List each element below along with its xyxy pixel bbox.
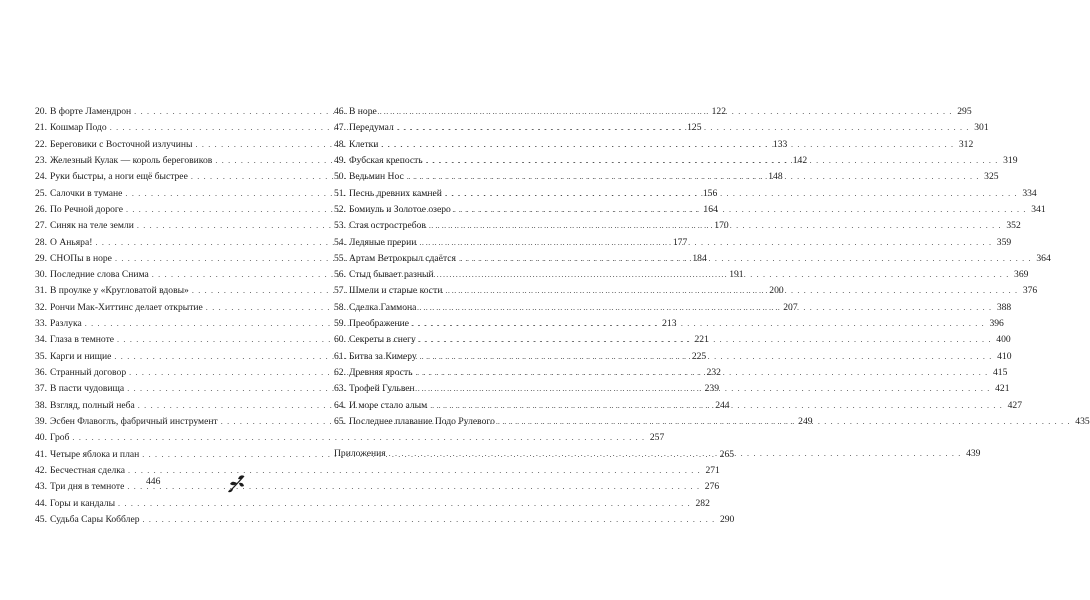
leader-dots [418, 381, 991, 397]
toc-entry-page: 213 [662, 318, 677, 330]
toc-entry-number: 25. [35, 187, 47, 199]
toc-entry-page: 239 [704, 383, 719, 395]
toc-entry-number: 29. [35, 252, 47, 264]
toc-entry-number: 42. [35, 464, 47, 476]
toc-entry-title: Сделка Гаммона [349, 301, 417, 313]
toc-entry-title: Ледяные прерии [349, 236, 417, 248]
toc-entry-page: 200 [769, 285, 784, 297]
toc-entry-page: 396 [989, 318, 1004, 330]
toc-entry-page: 427 [1007, 399, 1023, 411]
toc-entry-title: Разлука [50, 318, 82, 330]
toc-entry-title: Руки быстры, а ноги ещё быстрее [50, 171, 188, 183]
toc-entry-page: 334 [1022, 187, 1037, 199]
toc-entry-number: 56. [334, 269, 346, 281]
leader-dots [412, 316, 985, 332]
toc-entry-title: Битва за Кимеру [349, 350, 417, 362]
toc-entry-title: Клетки [349, 138, 379, 150]
toc-entry-number: 55. [334, 252, 346, 264]
toc-entry-number: 65. [334, 415, 346, 427]
toc-entry-title: Глаза в темноте [50, 334, 115, 346]
toc-entry-title: Артам Ветрокрыл сдаётся [349, 252, 456, 264]
toc-entry-number: 38. [35, 399, 47, 411]
toc-entry-page: 415 [992, 367, 1008, 378]
toc-entry-number: 53. [334, 220, 346, 232]
toc-entry-page: 265 [719, 448, 735, 460]
toc-entry-number: 27. [35, 220, 47, 232]
toc-entry-title: В норе [349, 106, 377, 117]
toc-entry-number: 40. [35, 432, 47, 444]
leader-dots [416, 365, 989, 381]
leader-dots [426, 153, 999, 169]
toc-entry-title: Последние слова Снима [50, 269, 149, 281]
toc-entry-title: Трофей Гульвен [349, 383, 415, 395]
toc-entry-number: 64. [334, 399, 346, 411]
leader-dots [389, 446, 962, 462]
toc-entry-title: Карги и нищие [50, 350, 112, 362]
toc-entry-number: 54. [334, 236, 346, 248]
toc-entry-number: 61. [334, 350, 346, 362]
toc-entry-title: Стыд бывает разный [349, 269, 434, 281]
toc-entry-page: 352 [1006, 220, 1021, 232]
leader-dots [419, 300, 992, 316]
toc-entry-number: 32. [35, 301, 47, 313]
toc-entry-title: Эсбен Флавоглъ, фабричный инструмент [50, 415, 218, 427]
toc-entry-page: 319 [1003, 154, 1018, 166]
toc-entry-number: 36. [35, 367, 47, 378]
toc-entry-page: 142 [792, 154, 808, 166]
toc-entry-page: 290 [719, 513, 735, 525]
toc-entry-title: Железный Кулак — король береговиков [50, 154, 213, 166]
toc-entry-number: 30. [35, 269, 47, 281]
toc-entry-number: 49. [334, 154, 346, 166]
toc-entry-page: 325 [984, 171, 999, 183]
leader-dots [445, 283, 1018, 299]
toc-entry-title: По Речной дороге [50, 203, 123, 215]
toc-entry-title: И море стало алым [349, 399, 428, 411]
toc-entry-number: 50. [334, 171, 346, 183]
leaf-sprig-icon [227, 472, 247, 494]
toc-entry-page: 276 [704, 481, 720, 493]
leader-dots [419, 332, 992, 348]
toc-entry-number: 22. [35, 138, 47, 150]
toc-entry-number: 47. [334, 122, 346, 134]
toc-entry-title: Ведьмин Нос [349, 171, 404, 183]
toc-entry-number: 41. [35, 448, 47, 460]
toc-entry-title: Гроб [50, 432, 70, 444]
toc-entry-page: 177 [672, 236, 688, 248]
toc-entry-title: Бомиуль и Золотое озеро [349, 203, 451, 215]
toc-entry-number: 37. [35, 383, 47, 395]
leader-dots [437, 267, 1010, 283]
toc-entry-number: 26. [35, 203, 47, 215]
toc-entry-number: 44. [35, 497, 47, 509]
toc-entry-title: Странный договор [50, 367, 127, 378]
toc-entry-page: 133 [772, 138, 788, 150]
toc-entry-number: 51. [334, 187, 346, 199]
toc-entry-page: 156 [702, 187, 718, 199]
toc-entry-title: Шмели и старые кости [349, 285, 443, 297]
toc-entry-title: Салочки в тумане [50, 187, 123, 199]
toc-entry-page: 421 [995, 383, 1010, 395]
toc-entry-title: Преображение [349, 318, 410, 330]
toc-entry-number: 57. [334, 285, 346, 297]
toc-entry-page: 388 [996, 301, 1012, 313]
toc-entry-page: 341 [1031, 203, 1046, 215]
toc-entry-page: 170 [714, 220, 729, 232]
toc-entry-number: 34. [35, 334, 47, 346]
toc-entry-number: 24. [35, 171, 47, 183]
toc-entry-number: 20. [35, 106, 47, 117]
toc-entry-number: 48. [334, 138, 346, 150]
toc-entry-page: 376 [1022, 285, 1038, 297]
toc-entry-number: 28. [35, 236, 47, 248]
toc-entry-page: 257 [649, 432, 665, 444]
toc-entry-title: Судьба Сары Кобблер [50, 513, 140, 525]
toc-entry-number: 21. [35, 122, 47, 134]
toc-entry-number: 58. [334, 301, 346, 313]
leader-dots [430, 398, 1003, 414]
leader-dots [454, 202, 1027, 218]
toc-entry-title: Синяк на теле земли [50, 220, 134, 232]
toc-entry-title: Кошмар Подо [50, 122, 107, 134]
toc-entry-page: 249 [798, 415, 813, 427]
leader-dots [420, 349, 993, 365]
toc-entry-page: 148 [768, 171, 783, 183]
toc-entry-title: Взгляд, полный неба [50, 399, 135, 411]
toc-entry[interactable] [35, 430, 665, 446]
toc-entry-title: Фубская крепость [349, 154, 423, 166]
toc-entry-title: В форте Ламендрон [50, 106, 132, 117]
toc-entry-number: 39. [35, 415, 47, 427]
toc-entry-title: СНОПы в норе [50, 252, 112, 264]
toc-entry-title: В проулке у «Кругловатой вдовы» [50, 285, 189, 297]
toc-entry-page: 435 [1075, 415, 1090, 427]
toc-entry-page: 184 [692, 252, 707, 264]
toc-entry-page: 122 [711, 106, 726, 117]
toc-entry-number: 23. [35, 154, 47, 166]
toc-entry-title: Рончи Мак-Хиттинс делает открытие [50, 301, 203, 313]
toc-entry-number: 60. [334, 334, 346, 346]
toc-entry-page: 439 [966, 448, 981, 460]
toc-entry-number: 63. [334, 383, 346, 395]
toc-entry-title: О Аньяра! [50, 236, 93, 248]
toc-entry[interactable] [35, 496, 710, 512]
page-number: 446 [146, 476, 161, 487]
toc-entry-page: 225 [691, 350, 707, 362]
toc-entry-title: Древняя ярость [349, 367, 413, 378]
leader-dots [380, 104, 953, 120]
leader-dots [498, 414, 1071, 430]
toc-entry-title: Стая остростребов [349, 220, 426, 232]
toc-entry-page: 312 [958, 138, 974, 150]
toc-entry-title: Песнь древних камней [349, 187, 442, 199]
toc-entry[interactable] [35, 512, 735, 528]
toc-entry-title: Четыре яблока и план [50, 448, 140, 460]
toc-entry-page: 410 [997, 350, 1012, 362]
toc-entry-title: Бесчестная сделка [50, 464, 126, 476]
leader-dots [127, 479, 700, 495]
toc-entry-number: 43. [35, 481, 47, 493]
toc-entry-page: 369 [1014, 269, 1029, 281]
leader-dots [459, 251, 1032, 267]
toc-entry-number: 33. [35, 318, 47, 330]
leader-dots [143, 512, 716, 528]
toc-entry-title: Три дня в темноте [50, 481, 125, 493]
leader-dots [118, 496, 691, 512]
toc-entry-page: 400 [996, 334, 1011, 346]
toc-entry-number: 31. [35, 285, 47, 297]
leader-dots [397, 120, 970, 136]
toc-entry-page: 364 [1036, 252, 1051, 264]
toc-entry-title: Последнее плавание Подо Рулевого [349, 415, 495, 427]
toc-entry-page: 221 [694, 334, 709, 346]
toc-entry-page: 125 [687, 122, 702, 134]
toc-entry-number: 59. [334, 318, 346, 330]
toc-entry-page: 207 [783, 301, 798, 313]
toc-entry-page: 244 [715, 399, 730, 411]
leader-dots [407, 169, 980, 185]
toc-entry-title: Приложения [334, 448, 386, 460]
toc-entry-number: 45. [35, 513, 47, 525]
toc-entry-page: 301 [974, 122, 989, 134]
toc-entry-page: 191 [729, 269, 744, 281]
toc-entry-title: В пасти чудовища [50, 383, 125, 395]
toc-entry-page: 295 [957, 106, 972, 117]
leader-dots [381, 137, 954, 153]
toc-entry-number: 62. [334, 367, 346, 378]
leader-dots [419, 235, 992, 251]
toc-entry-page: 232 [706, 367, 721, 378]
toc-entry-page: 271 [705, 464, 720, 476]
toc-entry-number: 46. [334, 106, 346, 117]
toc-entry-title: Передумал [349, 122, 394, 134]
toc-entry-title: Секреты в снегу [349, 334, 416, 346]
toc-entry-page: 282 [695, 497, 710, 509]
toc-entry-title: Горы и кандалы [50, 497, 116, 509]
leader-dots [445, 186, 1018, 202]
leader-dots [429, 218, 1002, 234]
toc-entry-number: 52. [334, 203, 346, 215]
toc-entry-number: 35. [35, 350, 47, 362]
toc-entry-page: 359 [996, 236, 1012, 248]
leader-dots [128, 463, 701, 479]
toc-entry-page: 164 [703, 203, 718, 215]
toc-entry-title: Береговики с Восточной излучины [50, 138, 193, 150]
